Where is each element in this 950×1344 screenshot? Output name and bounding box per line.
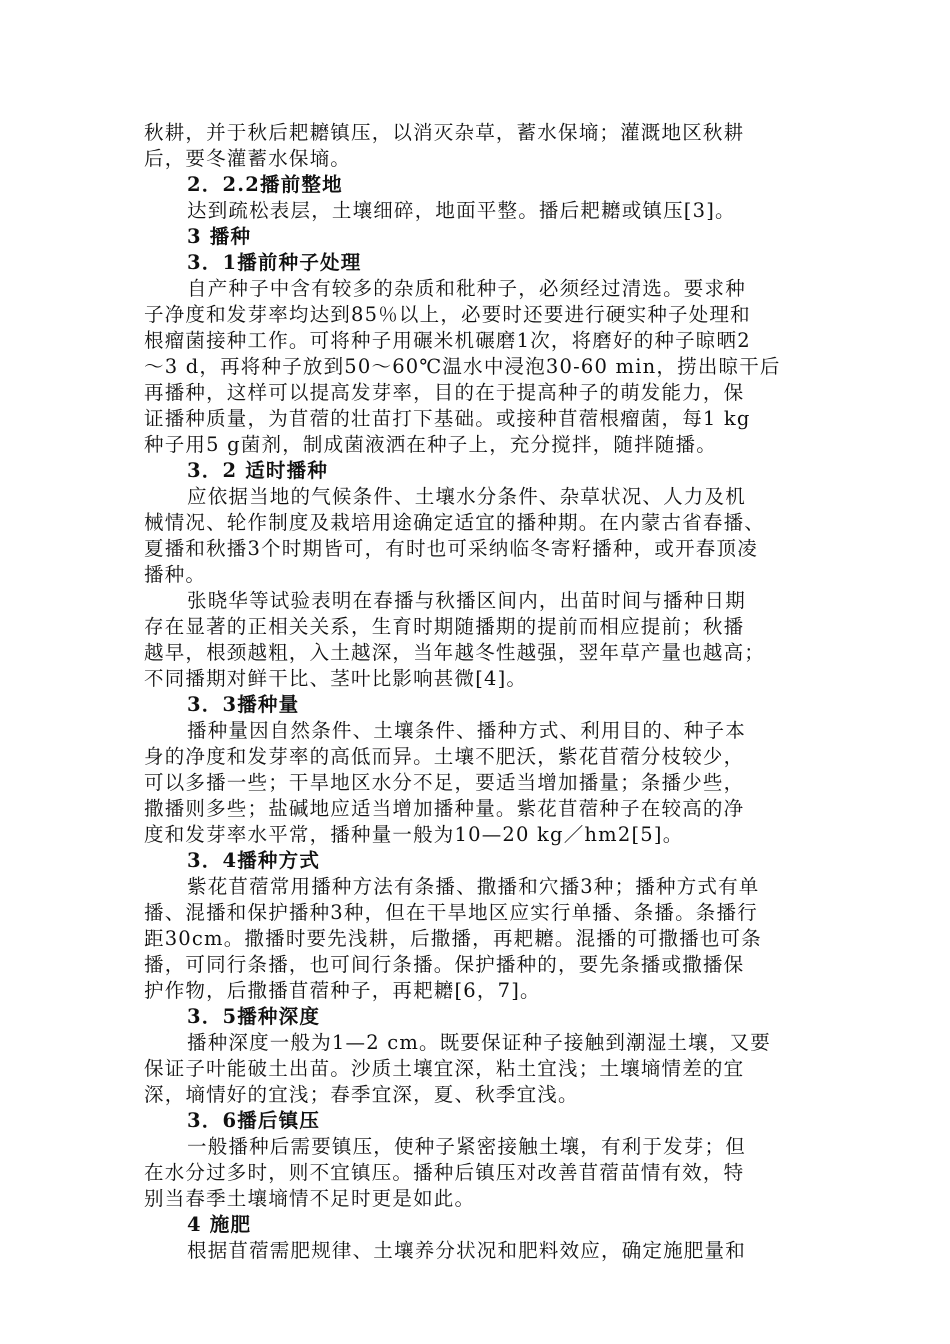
- text-line: 械情况、轮作制度及栽培用途确定适宜的播种期。在内蒙古省春播、: [144, 511, 766, 534]
- text-line: 秋耕，并于秋后耙耱镇压，以消灭杂草，蓄水保墒；灌溉地区秋耕: [144, 121, 745, 144]
- text-line: 种子用5 g菌剂，制成菌液洒在种子上，充分搅拌，随拌随播。: [144, 433, 717, 456]
- section-heading: 3．1播前种子处理: [187, 251, 362, 274]
- text-line: 播、混播和保护播种3种，但在干旱地区应实行单播、条播。条播行: [144, 901, 758, 924]
- text-line: 后，要冬灌蓄水保墒。: [144, 147, 352, 170]
- text-line: 一般播种后需要镇压，使种子紧密接触土壤，有利于发芽；但: [187, 1135, 746, 1158]
- text-line: 身的净度和发芽率的高低而异。土壤不肥沃，紫花苜蓿分枝较少，: [144, 745, 745, 768]
- section-heading: 4 施肥: [187, 1213, 252, 1236]
- text-line: 距30cm。撒播时要先浅耕，后撒播，再耙耱。混播的可撒播也可条: [144, 927, 762, 950]
- section-heading: 3．3播种量: [187, 693, 300, 716]
- text-line: 越早，根颈越粗，入土越深，当年越冬性越强，翌年草产量也越高；: [144, 641, 766, 664]
- text-line: 可以多播一些；干旱地区水分不足，要适当增加播量；条播少些，: [144, 771, 745, 794]
- text-line: 度和发芽率水平常，播种量一般为10—20 kg／hm2[5]。: [144, 823, 684, 846]
- section-heading: 3．2 适时播种: [187, 459, 329, 482]
- text-line: 张晓华等试验表明在春播与秋播区间内，出苗时间与播种日期: [187, 589, 746, 612]
- section-heading: 3．4播种方式: [187, 849, 321, 872]
- text-line: 别当春季土壤墒情不足时更是如此。: [144, 1187, 476, 1210]
- text-line: 子净度和发芽率均达到85％以上，必要时还要进行硬实种子处理和: [144, 303, 751, 326]
- text-line: 根瘤菌接种工作。可将种子用碾米机碾磨1次，将磨好的种子晾晒2: [144, 329, 751, 352]
- text-line: 根据苜蓿需肥规律、土壤养分状况和肥料效应，确定施肥量和: [187, 1239, 746, 1262]
- text-line: 再播种，这样可以提高发芽率，目的在于提高种子的萌发能力，保: [144, 381, 745, 404]
- section-heading: 3 播种: [187, 225, 252, 248]
- text-line: 播种深度一般为1—2 cm。既要保证种子接触到潮湿土壤，又要: [187, 1031, 771, 1054]
- section-heading: 2．2.2播前整地: [187, 173, 343, 196]
- document-page: [144, 120, 809, 1264]
- text-line: 深，墒情好的宜浅；春季宜深，夏、秋季宜浅。: [144, 1083, 579, 1106]
- text-line: 夏播和秋播3个时期皆可，有时也可采纳临冬寄籽播种，或开春顶凌: [144, 537, 758, 560]
- section-heading: 3．5播种深度: [187, 1005, 321, 1028]
- text-line: 存在显著的正相关关系，生育时期随播期的提前而相应提前；秋播: [144, 615, 745, 638]
- text-line: 自产种子中含有较多的杂质和秕种子，必须经过清选。要求种: [187, 277, 746, 300]
- text-line: 播，可同行条播，也可间行条播。保护播种的，要先条播或撒播保: [144, 953, 745, 976]
- text-line: 播种量因自然条件、土壤条件、播种方式、利用目的、种子本: [187, 719, 746, 742]
- text-line: 播种。: [144, 563, 207, 586]
- text-line: 在水分过多时，则不宜镇压。播种后镇压对改善苜蓿苗情有效，特: [144, 1161, 745, 1184]
- text-line: 不同播期对鲜干比、茎叶比影响甚微[4]。: [144, 667, 528, 690]
- text-line: 紫花苜蓿常用播种方法有条播、撒播和穴播3种；播种方式有单: [187, 875, 760, 898]
- text-line: 应依据当地的气候条件、土壤水分条件、杂草状况、人力及机: [187, 485, 746, 508]
- text-line: 撒播则多些；盐碱地应适当增加播种量。紫花苜蓿种子在较高的净: [144, 797, 745, 820]
- text-line: ～3 d，再将种子放到50～60℃温水中浸泡30-60 min，捞出晾干后: [144, 355, 781, 378]
- text-line: 证播种质量，为苜蓿的壮苗打下基础。或接种苜蓿根瘤菌，每1 kg: [144, 407, 751, 430]
- text-line: 保证子叶能破土出苗。沙质土壤宜深，粘土宜浅；土壤墒情差的宜: [144, 1057, 745, 1080]
- section-heading: 3．6播后镇压: [187, 1109, 321, 1132]
- text-line: 护作物，后撒播苜蓿种子，再耙耱[6，7]。: [144, 979, 541, 1002]
- text-line: 达到疏松表层，土壤细碎，地面平整。播后耙耱或镇压[3]。: [187, 199, 736, 222]
